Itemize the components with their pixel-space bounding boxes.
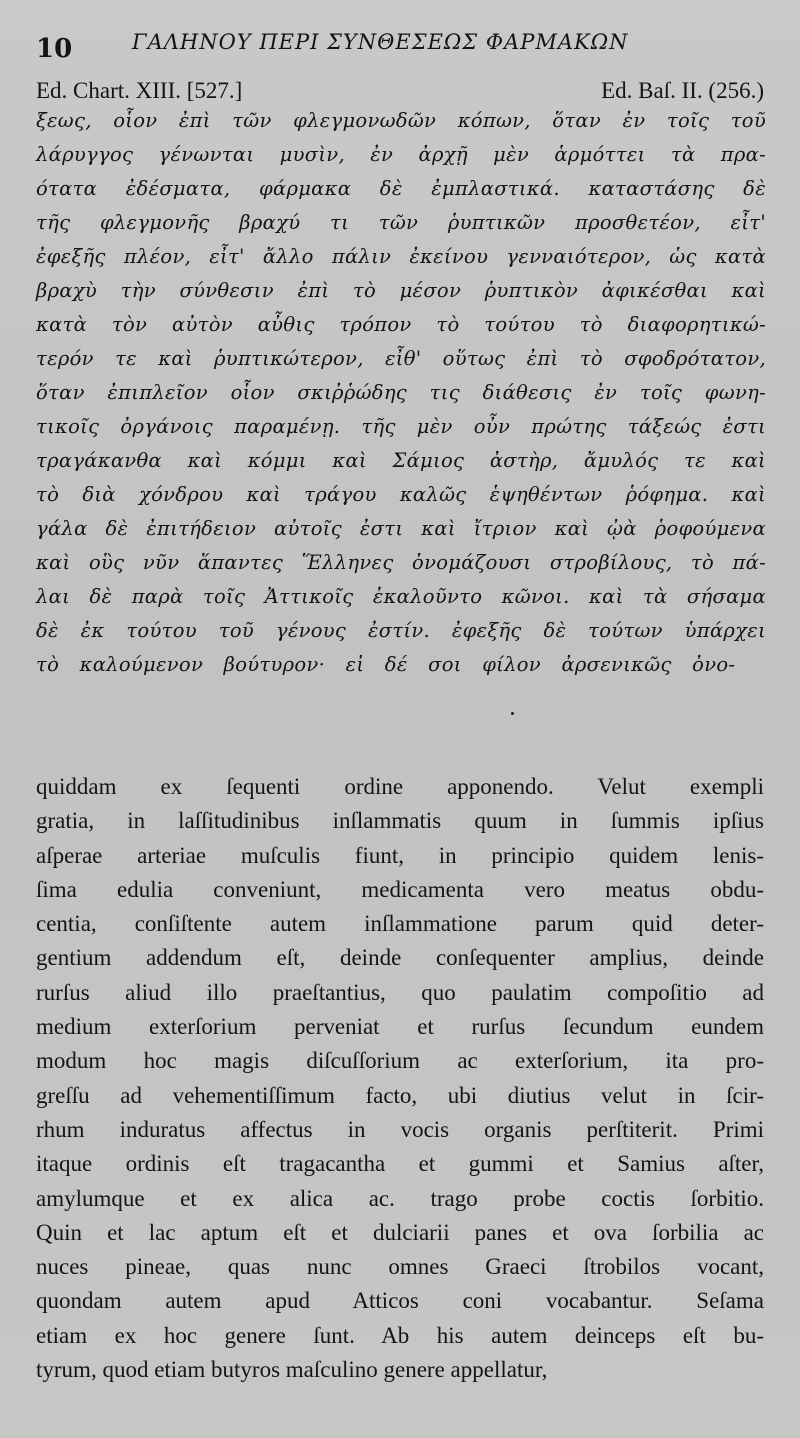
edition-chartier-reference: Ed. Chart. XIII. [527.] (36, 78, 243, 103)
latin-line: modum hoc magis diſcuſſorium ac exterſorium, ita pro- (36, 1048, 764, 1074)
latin-line: gentium addendum eſt, deinde conſequenter amplius, deinde (36, 945, 764, 971)
stray-ink-dot (511, 712, 514, 715)
greek-line: τραγάκανθα καὶ κόμμι καὶ Σάμιος ἀστὴρ, ἄμυλός τε καὶ (36, 449, 766, 472)
greek-line: ξεως, οἷον ἐπὶ τῶν φλεγμονωδῶν κόπων, ὅταν ἐν τοῖς τοῦ (36, 109, 766, 132)
greek-line: ἐφεξῆς πλέον, εἶτ' ἄλλο πάλιν ἐκείνου γενναιότερον, ὡς κατὰ (36, 245, 766, 268)
latin-line: nuces pineae, quas nunc omnes Graeci ſtrobilos vocant, (36, 1254, 764, 1280)
latin-line: tyrum, quod etiam butyros maſculino genere appellatur, (36, 1357, 548, 1383)
latin-line: itaque ordinis eſt tragacantha et gummi et Samius aſter, (36, 1151, 764, 1177)
latin-line: quondam autem apud Atticos coni vocabantur. Seſama (36, 1288, 764, 1314)
latin-line: centia, conſiſtente autem inſlammatione parum quid deter- (36, 911, 764, 937)
greek-line: κατὰ τὸν αὐτὸν αὖθις τρόπον τὸ τούτου τὸ διαφορητικώ- (36, 313, 766, 336)
greek-line: τικοῖς ὀργάνοις παραμένῃ. τῆς μὲν οὖν πρώτης τάξεώς ἐστι (36, 415, 766, 438)
greek-line: γάλα δὲ ἐπιτήδειον αὐτοῖς ἐστι καὶ ἴτριον καὶ ᾠὰ ῥοφούμενα (36, 517, 766, 540)
greek-text-block (36, 104, 766, 682)
latin-line: amylumque et ex alica ac. trago probe coctis ſorbitio. (36, 1185, 764, 1211)
latin-line: gratia, in laſſitudinibus inſlammatis quum in ſummis ipſius (36, 808, 764, 834)
latin-line: greſſu ad vehementiſſimum facto, ubi diutius velut in ſcir- (36, 1082, 764, 1108)
latin-line: rurſus aliud illo praeſtantius, quo paulatim compoſitio ad (36, 979, 764, 1005)
latin-line: aſperae arteriae muſculis fiunt, in principio quidem lenis- (36, 842, 764, 868)
greek-line: ότατα ἐδέσματα, φάρμακα δὲ ἐμπλαστικά. καταστάσης δὲ (36, 177, 766, 200)
greek-line: λάρυγγος γένωνται μυσὶν, ἐν ἀρχῇ μὲν ἁρμόττει τὰ πρα- (36, 143, 766, 166)
greek-line: δὲ ἐκ τούτου τοῦ γένους ἐστίν. ἐφεξῆς δὲ τούτων ὑπάρχει (36, 619, 766, 642)
latin-line: quiddam ex ſequenti ordine apponendo. Velut exempli (36, 774, 764, 799)
latin-line: ſima edulia conveniunt, medicamenta vero meatus obdu- (36, 876, 764, 902)
greek-line: τὸ διὰ χόνδρου καὶ τράγου καλῶς ἑψηθέντων ῥόφημα. καὶ (36, 483, 766, 506)
latin-text-block (36, 770, 764, 1387)
greek-line: ὅταν ἐπιπλεῖον οἷον σκιῤῥώδης τις διάθεσις ἐν τοῖς φωνη- (36, 381, 766, 404)
greek-line: τὸ καλούμενον βούτυρον· εἰ δέ σοι φίλον ἀρσενικῶς ὀνο- (36, 653, 736, 676)
running-title: ΓΑΛΗΝΟΥ ΠΕΡΙ ΣΥΝΘΕΣΕΩΣ ΦΑΡΜΑΚΩΝ (132, 30, 629, 54)
latin-line: etiam ex hoc genere ſunt. Ab his autem deinceps eſt bu- (36, 1322, 764, 1348)
greek-line: καὶ οὓς νῦν ἅπαντες Ἕλληνες ὀνομάζουσι στροβίλους, τὸ πά- (36, 551, 766, 574)
greek-line: βραχὺ τὴν σύνθεσιν ἐπὶ τὸ μέσον ῥυπτικὸν ἀφικέσθαι καὶ (36, 279, 766, 302)
page-header (36, 26, 776, 66)
edition-basel-reference: Ed. Baſ. II. (256.) (601, 78, 764, 103)
greek-line: τερόν τε καὶ ῥυπτικώτερον, εἶθ' οὕτως ἐπὶ τὸ σφοδρότατον, (36, 347, 766, 370)
latin-line: rhum induratus affectus in vocis organis perſtiterit. Primi (36, 1116, 764, 1142)
greek-line: τῆς φλεγμονῆς βραχύ τι τῶν ῥυπτικῶν προσθετέον, εἶτ' (36, 211, 766, 234)
greek-line: λαι δὲ παρὰ τοῖς Ἀττικοῖς ἐκαλοῦντο κῶνοι. καὶ τὰ σήσαμα (36, 585, 766, 608)
latin-line: medium exterſorium perveniat et rurſus ſecundum eundem (36, 1014, 764, 1040)
page-number: 10 (36, 34, 73, 64)
latin-line: Quin et lac aptum eſt et dulciarii panes et ova ſorbilia ac (36, 1219, 764, 1245)
